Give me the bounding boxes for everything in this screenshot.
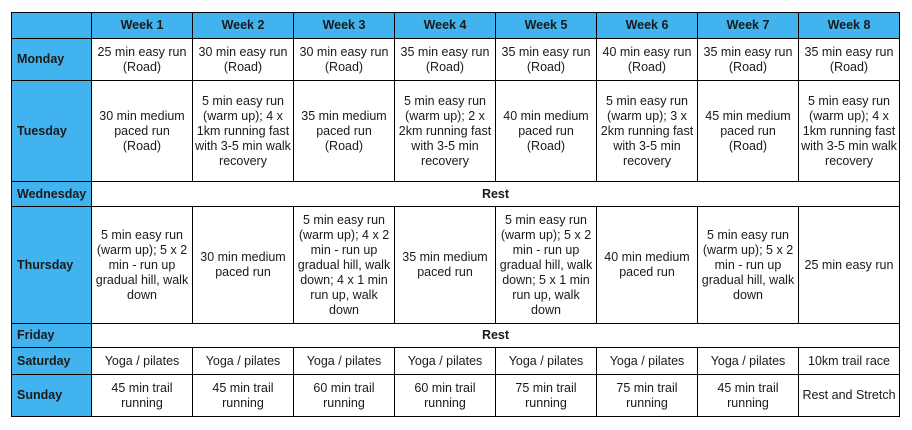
plan-cell: 35 min medium paced run (Road) [294, 81, 395, 182]
plan-cell: 35 min easy run (Road) [799, 39, 900, 81]
plan-cell: 5 min easy run (warm up); 5 x 2 min - run up gradual hill, walk down [698, 207, 799, 324]
day-label: Thursday [12, 207, 92, 324]
plan-cell: 5 min easy run (warm up); 3 x 2km running fast with 3-5 min recovery [597, 81, 698, 182]
plan-cell: Yoga / pilates [698, 348, 799, 375]
plan-cell: Yoga / pilates [597, 348, 698, 375]
week-header: Week 7 [698, 13, 799, 39]
week-header: Week 4 [395, 13, 496, 39]
plan-cell: 35 min medium paced run [395, 207, 496, 324]
day-label: Wednesday [12, 182, 92, 207]
plan-cell: 5 min easy run (warm up); 4 x 1km running fast with 3-5 min walk recovery [799, 81, 900, 182]
rest-day-cell: Rest [92, 324, 900, 348]
plan-cell: 30 min medium paced run [193, 207, 294, 324]
plan-cell: 75 min trail running [597, 375, 698, 417]
table-row [12, 375, 900, 417]
table-row [12, 182, 900, 207]
week-header: Week 2 [193, 13, 294, 39]
rest-day-cell: Rest [92, 182, 900, 207]
week-header: Week 8 [799, 13, 900, 39]
plan-cell: 45 min medium paced run (Road) [698, 81, 799, 182]
plan-cell: 40 min easy run (Road) [597, 39, 698, 81]
table-row [12, 81, 900, 182]
day-label: Tuesday [12, 81, 92, 182]
plan-cell: 30 min medium paced run (Road) [92, 81, 193, 182]
plan-cell: 35 min easy run (Road) [496, 39, 597, 81]
table-row [12, 39, 900, 81]
plan-cell: Yoga / pilates [92, 348, 193, 375]
week-header: Week 1 [92, 13, 193, 39]
plan-cell: 5 min easy run (warm up); 5 x 2 min - run up gradual hill, walk down; 5 x 1 min run up, walk down [496, 207, 597, 324]
corner-header-cell [12, 13, 92, 39]
plan-cell: Yoga / pilates [193, 348, 294, 375]
day-label: Saturday [12, 348, 92, 375]
day-label: Sunday [12, 375, 92, 417]
day-label: Friday [12, 324, 92, 348]
week-header: Week 5 [496, 13, 597, 39]
plan-cell: 45 min trail running [698, 375, 799, 417]
plan-cell: 5 min easy run (warm up); 4 x 1km running fast with 3-5 min walk recovery [193, 81, 294, 182]
plan-cell: 35 min easy run (Road) [698, 39, 799, 81]
plan-cell: 60 min trail running [294, 375, 395, 417]
week-header: Week 6 [597, 13, 698, 39]
training-schedule-table [11, 12, 900, 417]
week-header: Week 3 [294, 13, 395, 39]
plan-cell: Rest and Stretch [799, 375, 900, 417]
day-label: Monday [12, 39, 92, 81]
table-row [12, 348, 900, 375]
plan-cell: 45 min trail running [92, 375, 193, 417]
plan-cell: Yoga / pilates [294, 348, 395, 375]
table-row [12, 207, 900, 324]
plan-cell: 30 min easy run (Road) [294, 39, 395, 81]
plan-cell: 45 min trail running [193, 375, 294, 417]
plan-cell: 5 min easy run (warm up); 4 x 2 min - run up gradual hill, walk down; 4 x 1 min run up, walk down [294, 207, 395, 324]
plan-cell: 30 min easy run (Road) [193, 39, 294, 81]
plan-cell: 25 min easy run [799, 207, 900, 324]
plan-cell: Yoga / pilates [496, 348, 597, 375]
plan-cell: 75 min trail running [496, 375, 597, 417]
plan-cell: 10km trail race [799, 348, 900, 375]
plan-cell: 25 min easy run (Road) [92, 39, 193, 81]
plan-cell: 5 min easy run (warm up); 5 x 2 min - run up gradual hill, walk down [92, 207, 193, 324]
plan-cell: Yoga / pilates [395, 348, 496, 375]
plan-cell: 40 min medium paced run [597, 207, 698, 324]
plan-cell: 40 min medium paced run (Road) [496, 81, 597, 182]
plan-cell: 60 min trail running [395, 375, 496, 417]
plan-cell: 35 min easy run (Road) [395, 39, 496, 81]
table-row [12, 324, 900, 348]
plan-cell: 5 min easy run (warm up); 2 x 2km running fast with 3-5 min recovery [395, 81, 496, 182]
